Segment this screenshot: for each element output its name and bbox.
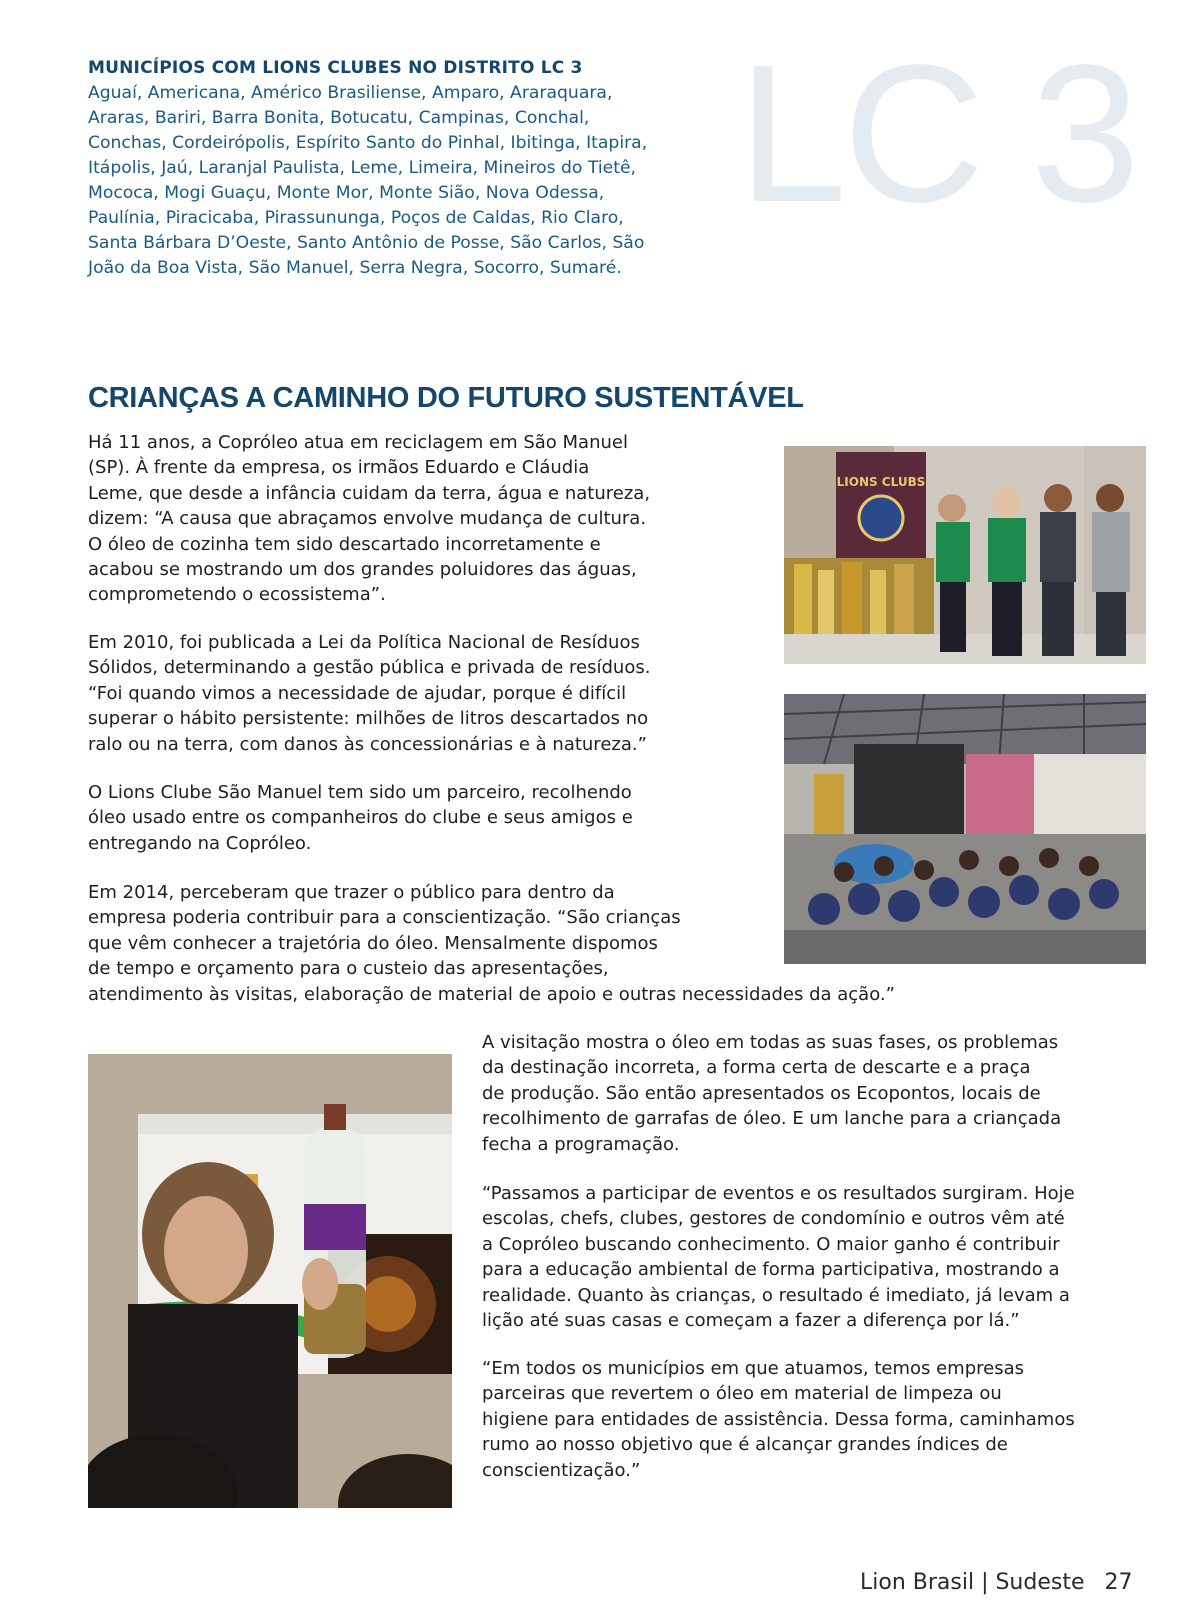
- municipalities-line: João da Boa Vista, São Manuel, Serra Negra, Socorro, Sumaré.: [88, 258, 622, 278]
- text-line: Leme, que desde a infância cuidam da terra, água e natureza,: [88, 482, 651, 504]
- text-line: ralo ou na terra, com danos às concessionárias e à natureza.”: [88, 733, 647, 755]
- municipalities-line: Mococa, Mogi Guaçu, Monte Mor, Monte Sião, Nova Odessa,: [88, 183, 605, 203]
- municipalities-line: Conchas, Cordeirópolis, Espírito Santo do Pinhal, Ibitinga, Itapira,: [88, 133, 648, 153]
- text-line: empresa poderia contribuir para a conscientização. “São crianças: [88, 907, 681, 929]
- paragraph-3: [88, 780, 743, 856]
- text-line: dizem: “A causa que abraçamos envolve mudança de cultura.: [88, 508, 647, 530]
- paragraph-1: [88, 430, 743, 608]
- publication-name: Lion Brasil | Sudeste: [860, 1570, 1085, 1595]
- photo-presentation: [88, 1054, 452, 1508]
- text-line: O Lions Clube São Manuel tem sido um parceiro, recolhendo: [88, 782, 632, 803]
- text-line: parceiras que revertem o óleo em material de limpeza ou: [482, 1383, 1002, 1405]
- text-line: rumo ao nosso objetivo que é alcançar grandes índices de: [482, 1434, 1008, 1456]
- text-line: da destinação incorreta, a forma certa de descarte e a praça: [482, 1057, 1031, 1079]
- text-line: atendimento às visitas, elaboração de material de apoio e outras necessidades da ação.”: [88, 983, 895, 1005]
- municipalities-list: [88, 81, 708, 281]
- text-line: entregando na Copróleo.: [88, 832, 312, 854]
- municipalities-line: Araras, Bariri, Barra Bonita, Botucatu, Campinas, Conchal,: [88, 108, 590, 128]
- district-watermark: LC 3: [738, 24, 1137, 243]
- text-line: óleo usado entre os companheiros do clube e seus amigos e: [88, 807, 633, 829]
- text-line: Sólidos, determinando a gestão pública e privada de resíduos.: [88, 657, 651, 679]
- text-line: “Passamos a participar de eventos e os resultados surgiram. Hoje: [482, 1183, 1075, 1204]
- text-line: de produção. São então apresentados os Ecopontos, locais de: [482, 1082, 1041, 1104]
- paragraph-5: [482, 1030, 1150, 1157]
- text-line: O óleo de cozinha tem sido descartado incorretamente e: [88, 533, 601, 555]
- text-line: de tempo e orçamento para o custeio das apresentações,: [88, 958, 609, 980]
- municipalities-line: Itápolis, Jaú, Laranjal Paulista, Leme, Limeira, Mineiros do Tietê,: [88, 158, 637, 178]
- paragraph-7: [482, 1356, 1150, 1483]
- text-line: a Copróleo buscando conhecimento. O maior ganho é contribuir: [482, 1233, 1060, 1255]
- text-line: “Foi quando vimos a necessidade de ajudar, porque é difícil: [88, 682, 627, 704]
- article-title: CRIANÇAS A CAMINHO DO FUTURO SUSTENTÁVEL: [88, 382, 804, 414]
- text-line: realidade. Quanto às crianças, o resultado é imediato, já levam a: [482, 1284, 1070, 1306]
- photo-lions-group: [784, 446, 1146, 664]
- text-line: que vêm conhecer a trajetória do óleo. Mensalmente dispomos: [88, 932, 658, 954]
- municipalities-line: Aguaí, Americana, Américo Brasiliense, Amparo, Araraquara,: [88, 83, 613, 103]
- text-line: higiene para entidades de assistência. Dessa forma, caminhamos: [482, 1408, 1075, 1430]
- text-line: Em 2010, foi publicada a Lei da Política Nacional de Resíduos: [88, 632, 640, 653]
- paragraph-6: [482, 1181, 1150, 1333]
- banner-text: LIONS CLUBS: [836, 475, 926, 489]
- text-line: A visitação mostra o óleo em todas as suas fases, os problemas: [482, 1032, 1059, 1053]
- text-line: recolhimento de garrafas de óleo. E um lanche para a criançada: [482, 1108, 1062, 1130]
- text-line: fecha a programação.: [482, 1133, 680, 1155]
- text-line: “Em todos os municípios em que atuamos, temos empresas: [482, 1358, 1024, 1379]
- paragraph-2: [88, 630, 743, 757]
- page-number: 27: [1104, 1570, 1133, 1595]
- text-line: lição até suas casas e começam a fazer a diferença por lá.”: [482, 1310, 1020, 1332]
- text-line: acabou se mostrando um dos grandes poluidores das águas,: [88, 559, 637, 581]
- text-line: superar o hábito persistente: milhões de litros descartados no: [88, 708, 649, 730]
- photo-children-visit: [784, 694, 1146, 964]
- text-line: conscientização.”: [482, 1459, 641, 1481]
- municipalities-heading: MUNICÍPIOS COM LIONS CLUBES NO DISTRITO LC 3: [88, 58, 583, 78]
- text-line: escolas, chefs, clubes, gestores de condomínio e outros vêm até: [482, 1208, 1065, 1230]
- text-line: comprometendo o ecossistema”.: [88, 584, 386, 606]
- page-footer: [860, 1570, 1160, 1596]
- text-line: para a educação ambiental de forma participativa, mostrando a: [482, 1259, 1060, 1281]
- text-line: Em 2014, perceberam que trazer o público para dentro da: [88, 882, 615, 903]
- text-line: (SP). À frente da empresa, os irmãos Eduardo e Cláudia: [88, 457, 590, 479]
- municipalities-line: Santa Bárbara D’Oeste, Santo Antônio de Posse, São Carlos, São: [88, 233, 645, 253]
- municipalities-line: Paulínia, Piracicaba, Pirassununga, Poços de Caldas, Rio Claro,: [88, 208, 624, 228]
- text-line: Há 11 anos, a Copróleo atua em reciclagem em São Manuel: [88, 432, 628, 453]
